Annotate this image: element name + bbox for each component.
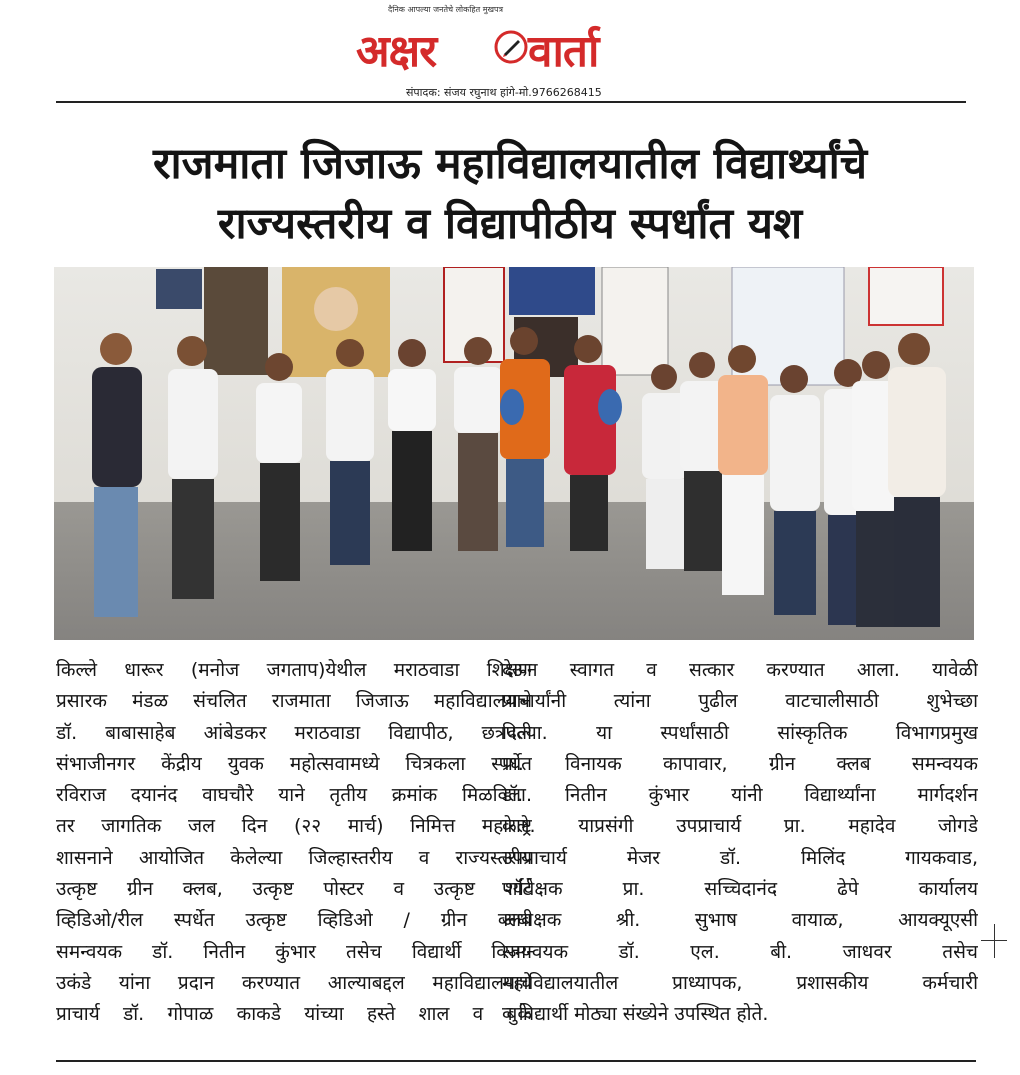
article-line: उकंडे यांना प्रदान करण्यात आल्याबद्दल महाविद्यालयाचे [56, 971, 532, 994]
editor-credit: संपादक: संजय रघुनाथ हांगे-मो.9766268415 [406, 86, 602, 99]
logo-text-left: अक्षर [356, 26, 437, 77]
article-column-left [56, 655, 532, 1031]
masthead [0, 0, 1020, 104]
article-line: समन्वयक डॉ. एल. बी. जाधवर तसेच [502, 940, 978, 963]
article-line: शासनाने आयोजित केलेल्या जिल्हास्तरीय व राज्यस्तरीय [56, 846, 532, 869]
masthead-tagline: दैनिक आपल्या जनतेचे लोकहित मुखपत्र [388, 5, 503, 14]
news-photo [54, 267, 974, 640]
article-column-right [502, 655, 978, 1031]
article-line: प्रा. विनायक कापावार, ग्रीन क्लब समन्वयक [502, 752, 978, 775]
article-line: तर जागतिक जल दिन (२२ मार्च) निमित्त महाराष्ट्र [56, 815, 532, 838]
newspaper-logo [356, 20, 666, 80]
article-line: संभाजीनगर केंद्रीय युवक महोत्सवामध्ये चित्रकला स्पर्धेत [56, 752, 532, 775]
article-line: दिल्या. या स्पर्धांसाठी सांस्कृतिक विभागप्रमुख [502, 721, 978, 744]
headline-line-2: राज्यस्तरीय व विद्यापीठीय स्पर्धांत यश [217, 199, 803, 249]
article-line: प्राचार्य डॉ. गोपाळ काकडे यांच्या हस्ते शाल व बुके [56, 1003, 532, 1026]
article-line: प्रसारक मंडळ संचलित राजमाता जिजाऊ महाविद्यालयाने [56, 690, 532, 713]
headline-line-1: राजमाता जिजाऊ महाविद्यालयातील विद्यार्थ्यांचे [152, 139, 868, 189]
article-line: किल्ले धारूर (मनोज जगताप)येथील मराठवाडा शिक्षण [56, 659, 532, 681]
article-line: पर्यवेक्षक प्रा. सच्चिदानंद ढेपे कार्यालय [502, 878, 978, 901]
article-line: डॉ. बाबासाहेब आंबेडकर मराठवाडा विद्यापीठ, छत्रपती [56, 721, 532, 744]
article-line: महाविद्यालयातील प्राध्यापक, प्रशासकीय कर्मचारी [502, 971, 978, 994]
article-line: रविराज दयानंद वाघचौरे याने तृतीय क्रमांक मिळविला. [56, 784, 532, 807]
article-line: व्हिडिओ/रील स्पर्धेत उत्कृष्ट व्हिडिओ / ग्रीन क्लब [56, 909, 532, 932]
article-line: देऊन स्वागत व सत्कार करण्यात आला. यावेळी [502, 659, 978, 681]
article-line: समन्वयक डॉ. नितीन कुंभार तसेच विद्यार्थी विजय [56, 940, 532, 963]
logo-text-right: वार्ता [528, 26, 599, 77]
bottom-rule [56, 1060, 976, 1062]
article-line: केले. याप्रसंगी उपप्राचार्य प्रा. महादेव जोगडे [502, 815, 978, 838]
pen-emblem-icon [494, 30, 528, 64]
masthead-rule [56, 101, 966, 103]
article-line: व विद्यार्थी मोठ्या संख्येने उपस्थित होते. [502, 1003, 769, 1026]
article-line: अधीक्षक श्री. सुभाष वायाळ, आयक्यूएसी [502, 909, 978, 932]
article-line: उपप्राचार्य मेजर डॉ. मिलिंद गायकवाड, [502, 846, 978, 869]
article-headline [40, 134, 980, 254]
article-line: डॉ. नितीन कुंभार यांनी विद्यार्थ्यांना मार्गदर्शन [502, 784, 978, 807]
crop-mark [994, 924, 995, 958]
group-photo-illustration [54, 267, 974, 640]
article-line: उत्कृष्ट ग्रीन क्लब, उत्कृष्ट पोस्टर व उत्कृष्ट शॉर्ट [56, 878, 532, 901]
article-line: प्राचार्यांनी त्यांना पुढील वाटचालीसाठी शुभेच्छा [502, 690, 978, 713]
